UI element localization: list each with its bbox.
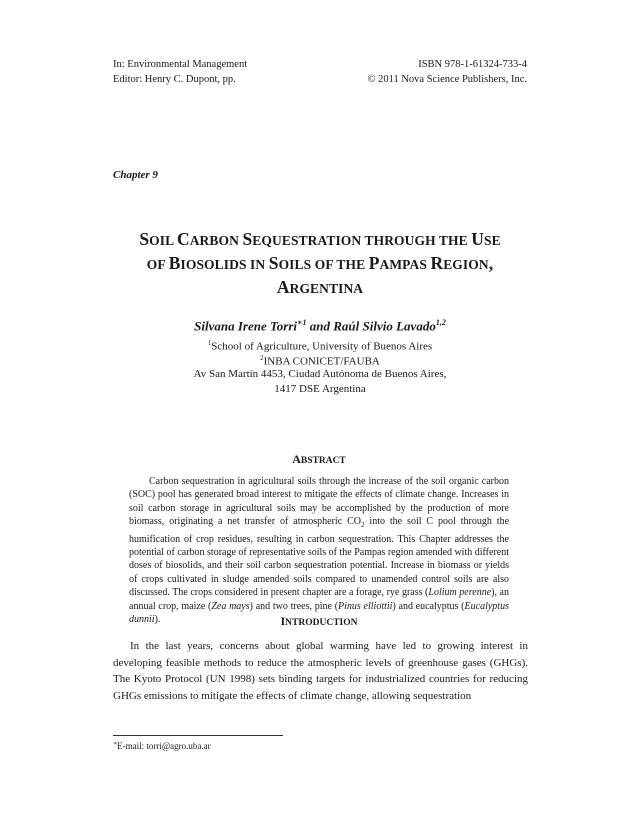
running-header-left	[113, 57, 247, 87]
book-title: In: Environmental Management	[113, 59, 248, 70]
species-eucalyptus: Eucalyptus dunnii	[129, 600, 509, 626]
book-editor: Editor: Henry C. Dupont, pp.	[113, 74, 236, 85]
species-pinus: Pinus elliottii	[338, 600, 393, 612]
author-conjunction: and	[306, 318, 334, 334]
title-line-2: OF BIOSOLIDS IN SOILS OF THE PAMPAS REGION,	[146, 253, 494, 273]
author-list: Silvana Irene Torri$^{∗1}$ and Raúl Silvio Lavado$^{1,2}$	[194, 318, 446, 334]
chapter-title	[100, 228, 540, 300]
introduction-heading: INTRODUCTION	[280, 614, 358, 628]
author-1: Silvana Irene Torri	[194, 318, 297, 334]
species-zea: Zea mays	[211, 600, 250, 612]
title-line-3: ARGENTINA	[276, 277, 364, 297]
introduction-body: In the last years, concerns about global warming have led to growing interest in developing feasible methods to reduce the atmospheric levels of greenhouse gases (GHGs). The Kyoto Protocol (UN 1998) sets binding targets for industrialized countries for reducing GHGs emissions to mitigate the effects of climate change, allowing sequestration	[113, 640, 528, 702]
running-header-right	[367, 57, 527, 87]
isbn: ISBN 978-1-61324-733-4	[418, 59, 527, 70]
footnote: ∗E-mail: torri@agro.uba.ar	[113, 741, 211, 751]
title-line-1: SOIL CARBON SEQUESTRATION THROUGH THE USE	[139, 229, 501, 249]
author-2: Raúl Silvio Lavado	[333, 318, 436, 334]
affiliation-2: $^2$INBA CONICET/FAUBA	[260, 354, 380, 368]
abstract-heading: ABSTRACT	[292, 452, 346, 466]
affiliation-address: Av San Martín 4453, Ciudad Autónoma de Buenos Aires,	[193, 368, 447, 380]
footnote-divider	[113, 735, 283, 736]
species-lolium: Lolium perenne	[428, 587, 492, 599]
abstract-body: Carbon sequestration in agricultural soils through the increase of the soil organic carbon (SOC) pool has generated broad interest to mitigate the effects of climate change. Increases in soil carbon storage in agricultural soils may be accomplished by the production of more biomass, originating a net transfer of atmospheric $CO_2$ into the soil C pool through the humification of crop residues, resulting in carbon sequestration. This Chapter addresses the potential of carbon storage of representative soils of the Pampas region amended with different doses of biosolids, and their soil carbon sequestration potential. Increase in biomass or yields of crops cultivated in sludge amended soils compared to unamended control soils are also discussed. The crops considered in present chapter are a forage, rye grass (Lolium perenne), an annual crop, maize (Zea mays) and two trees, pine (Pinus elliottii) and eucalyptus (Eucalyptus dunnii).	[129, 476, 510, 626]
affiliation-postcode: 1417 DSE Argentina	[274, 383, 366, 395]
chapter-label: Chapter 9	[113, 169, 158, 181]
copyright: © 2011 Nova Science Publishers, Inc.	[367, 74, 527, 85]
affiliation-1: $^1$School of Agriculture, University of Buenos Aires	[207, 339, 433, 353]
author-email: E-mail: torri@agro.uba.ar	[117, 741, 211, 751]
